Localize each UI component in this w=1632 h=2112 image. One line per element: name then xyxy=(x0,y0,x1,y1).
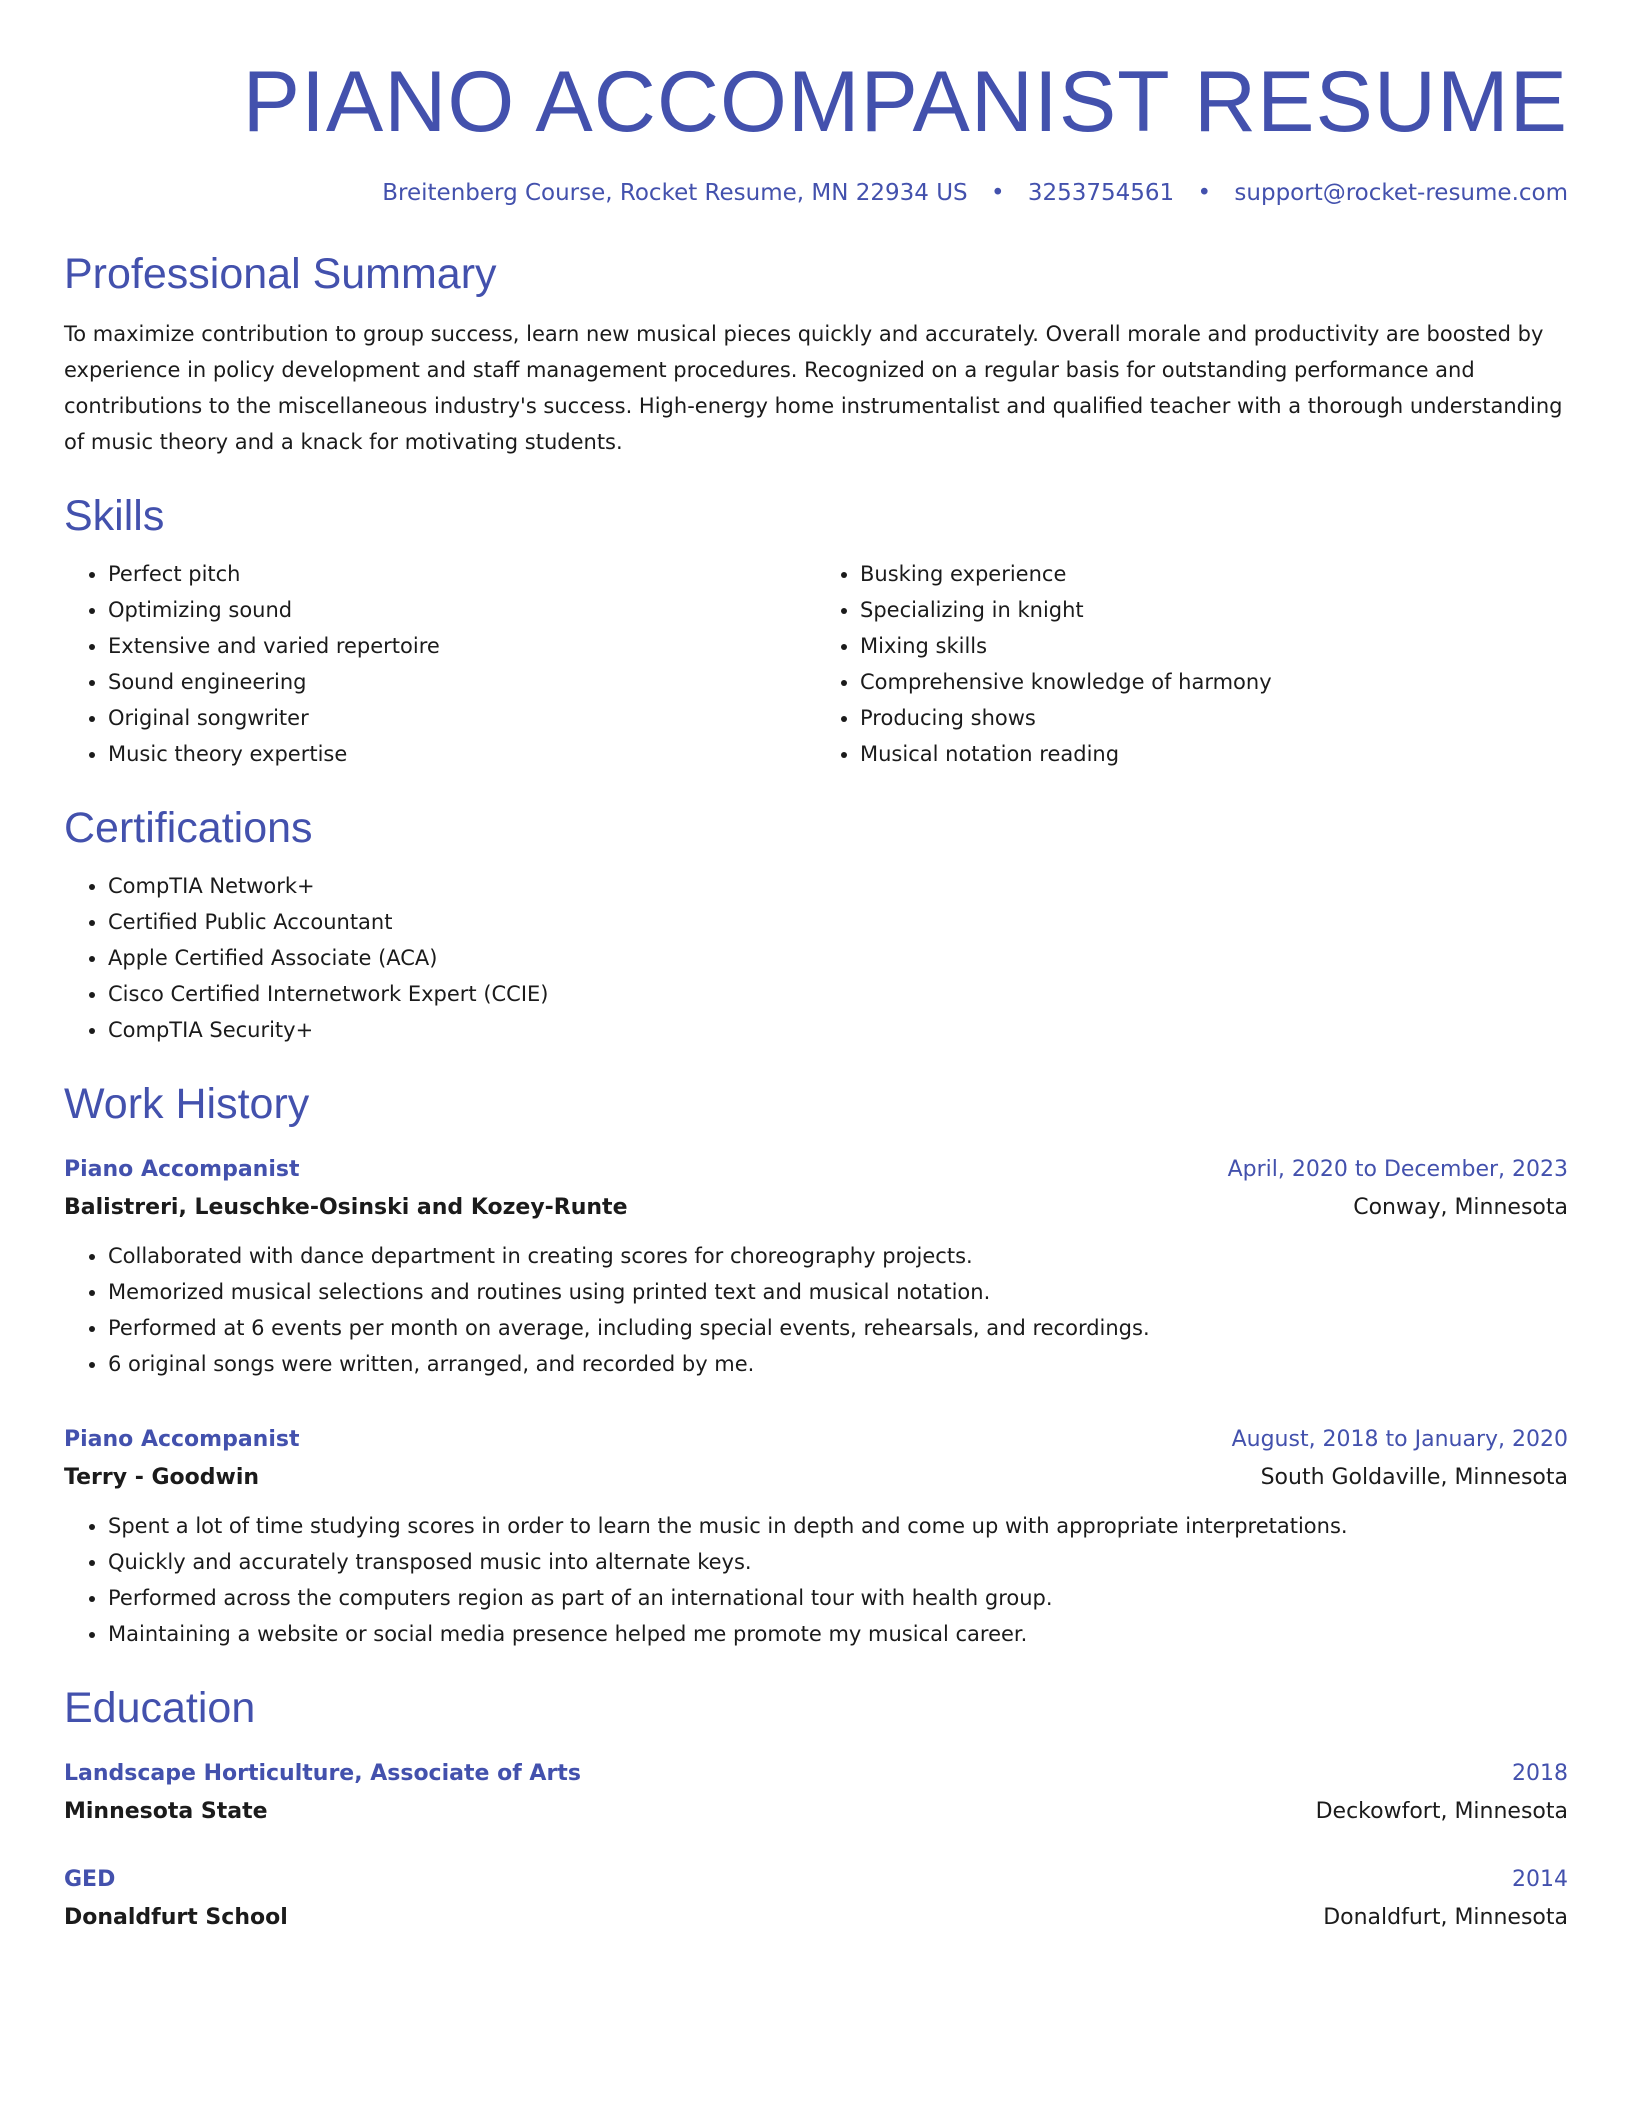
job-entry xyxy=(64,1422,1568,1652)
skill-item: • Musical notation reading xyxy=(860,736,1568,772)
section-heading-work-history: Work History xyxy=(64,1080,310,1128)
education-school: Minnesota State xyxy=(64,1799,268,1824)
skill-item: • Specializing in knight xyxy=(860,592,1568,628)
job-bullet: • Memorized musical selections and routines using printed text and musical notation. xyxy=(108,1274,1568,1310)
contact-separator: • xyxy=(1197,180,1212,206)
resume-title: PIANO ACCOMPANIST RESUME xyxy=(242,54,1568,150)
contact-line xyxy=(64,178,1568,208)
certification-item: • Apple Certified Associate (ACA) xyxy=(108,940,1568,976)
job-company-row xyxy=(64,1188,1568,1228)
education-section xyxy=(64,1682,1568,1938)
education-entry xyxy=(64,1862,1568,1938)
education-year: 2014 xyxy=(1512,1867,1568,1892)
job-bullets xyxy=(64,1238,1568,1382)
skill-item: • Music theory expertise xyxy=(108,736,816,772)
certifications-section xyxy=(64,802,1568,1048)
skills-section xyxy=(64,490,1568,772)
education-school: Donaldfurt School xyxy=(64,1905,288,1930)
skill-item: • Sound engineering xyxy=(108,664,816,700)
job-company: Balistreri, Leuschke-Osinski and Kozey-Runte xyxy=(64,1195,628,1220)
section-heading-summary: Professional Summary xyxy=(64,250,497,298)
work-history-section xyxy=(64,1078,1568,1652)
contact-address: Breitenberg Course, Rocket Resume, MN 22934 US xyxy=(382,180,968,206)
skill-item: • Mixing skills xyxy=(860,628,1568,664)
contact-email[interactable]: support@rocket-resume.com xyxy=(1234,180,1568,206)
skill-item: • Busking experience xyxy=(860,556,1568,592)
job-bullet: • Performed across the computers region as part of an international tour with health group. xyxy=(108,1580,1568,1616)
job-location: South Goldaville, Minnesota xyxy=(1260,1465,1568,1490)
summary-section xyxy=(64,248,1568,460)
skill-item: • Extensive and varied repertoire xyxy=(108,628,816,664)
certification-item: • CompTIA Network+ xyxy=(108,868,1568,904)
education-degree-row xyxy=(64,1756,1568,1792)
job-title-row xyxy=(64,1152,1568,1188)
contact-phone: 3253754561 xyxy=(1027,180,1175,206)
skill-item: • Original songwriter xyxy=(108,700,816,736)
job-company: Terry - Goodwin xyxy=(64,1465,260,1490)
skill-item: • Producing shows xyxy=(860,700,1568,736)
job-title-row xyxy=(64,1422,1568,1458)
job-bullet: • Quickly and accurately transposed music into alternate keys. xyxy=(108,1544,1568,1580)
job-entry xyxy=(64,1152,1568,1382)
education-degree: Landscape Horticulture, Associate of Arts xyxy=(64,1761,581,1786)
education-school-row xyxy=(64,1898,1568,1938)
certification-item: • Cisco Certified Internetwork Expert (CCIE) xyxy=(108,976,1568,1012)
summary-text: To maximize contribution to group success, learn new musical pieces quickly and accurately. Overall morale and productivity are boosted by experience in policy development and staff management procedures. Recognized on a regular basis for outstanding performance and contributions to the miscellaneous industry's success. High-energy home instrumentalist and qualified teacher with a thorough understanding of music theory and a knack for motivating students. xyxy=(64,322,1563,454)
job-bullets xyxy=(64,1508,1568,1652)
job-dates: April, 2020 to December, 2023 xyxy=(1227,1157,1568,1182)
resume-header xyxy=(64,0,1568,208)
skills-list-left xyxy=(64,556,816,772)
education-location: Donaldfurt, Minnesota xyxy=(1323,1905,1568,1930)
contact-separator: • xyxy=(990,180,1005,206)
education-degree: GED xyxy=(64,1867,116,1892)
job-bullet: • Performed at 6 events per month on average, including special events, rehearsals, and recordings. xyxy=(108,1310,1568,1346)
job-bullet: • 6 original songs were written, arranged, and recorded by me. xyxy=(108,1346,1568,1382)
section-heading-education: Education xyxy=(64,1684,256,1732)
job-title: Piano Accompanist xyxy=(64,1427,300,1452)
education-school-row xyxy=(64,1792,1568,1832)
education-entry xyxy=(64,1756,1568,1832)
job-location: Conway, Minnesota xyxy=(1353,1195,1568,1220)
certifications-list xyxy=(64,868,1568,1048)
job-company-row xyxy=(64,1458,1568,1498)
job-title: Piano Accompanist xyxy=(64,1157,300,1182)
job-bullet: • Collaborated with dance department in creating scores for choreography projects. xyxy=(108,1238,1568,1274)
job-bullet: • Spent a lot of time studying scores in order to learn the music in depth and come up with appropriate interpretations. xyxy=(108,1508,1568,1544)
job-dates: August, 2018 to January, 2020 xyxy=(1231,1427,1568,1452)
skill-item: • Optimizing sound xyxy=(108,592,816,628)
skills-columns xyxy=(64,542,1568,772)
skill-item: • Comprehensive knowledge of harmony xyxy=(860,664,1568,700)
job-bullet: • Maintaining a website or social media presence helped me promote my musical career. xyxy=(108,1616,1568,1652)
skill-item: • Perfect pitch xyxy=(108,556,816,592)
certification-item: • CompTIA Security+ xyxy=(108,1012,1568,1048)
section-heading-skills: Skills xyxy=(64,492,165,540)
education-year: 2018 xyxy=(1512,1761,1568,1786)
education-degree-row xyxy=(64,1862,1568,1898)
section-heading-certifications: Certifications xyxy=(64,804,313,852)
certification-item: • Certified Public Accountant xyxy=(108,904,1568,940)
skills-list-right xyxy=(816,556,1568,772)
education-location: Deckowfort, Minnesota xyxy=(1315,1799,1568,1824)
